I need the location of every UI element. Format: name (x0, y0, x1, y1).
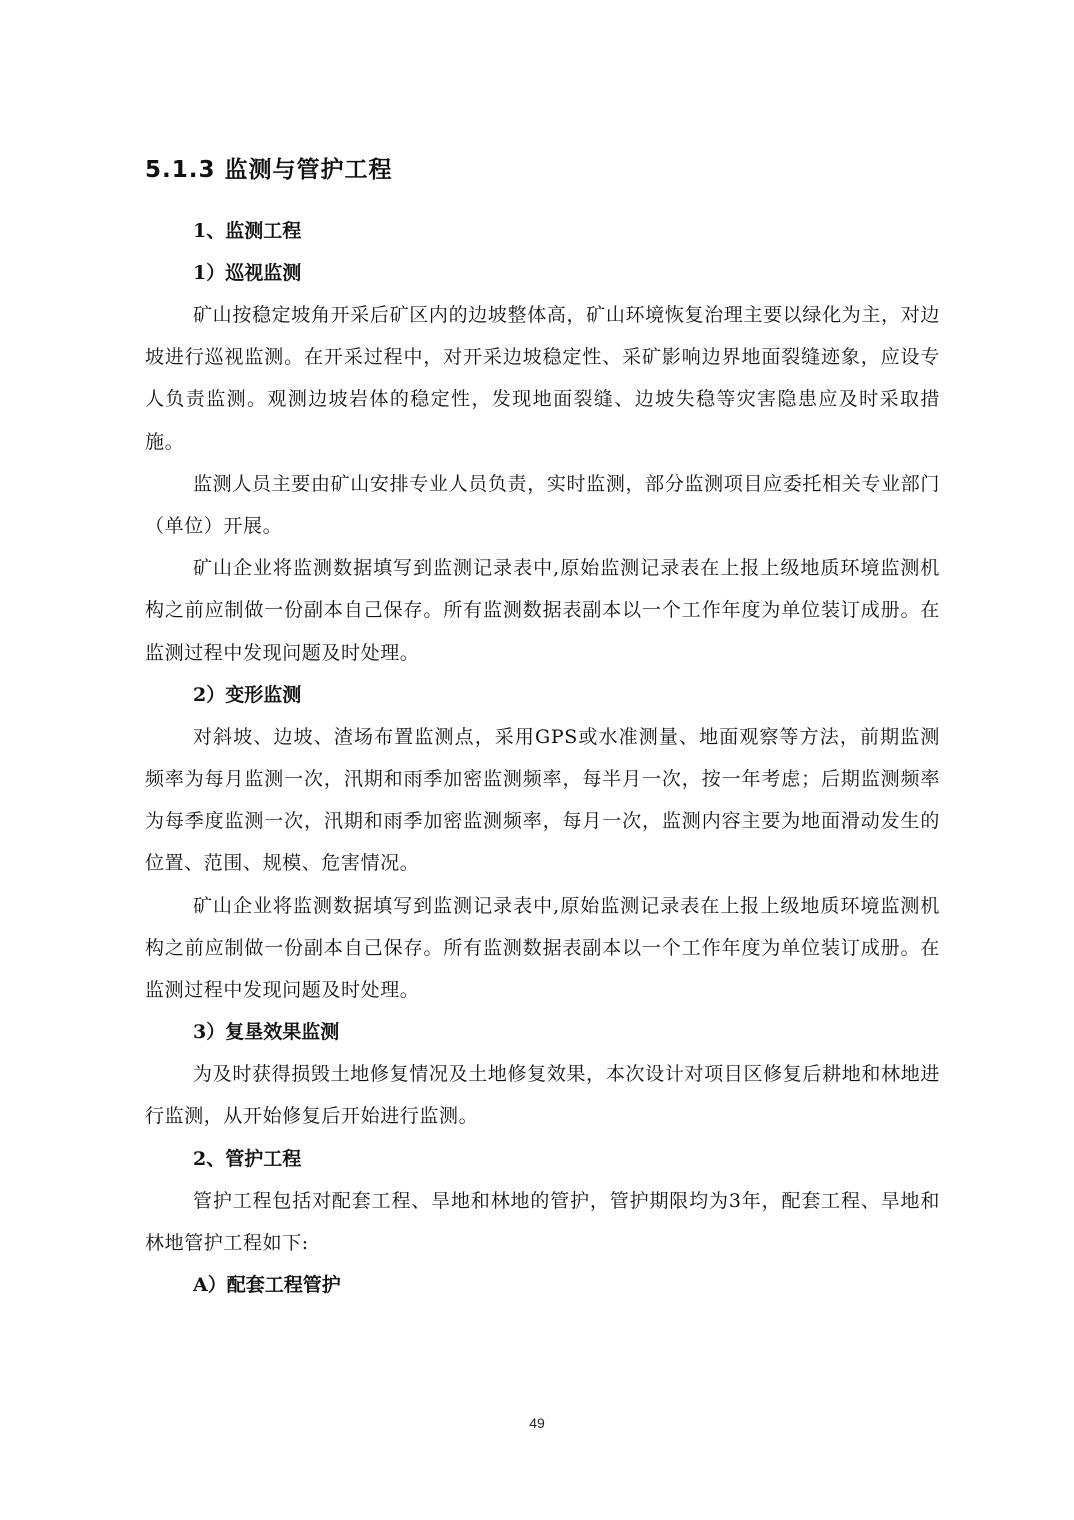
heading-deformation-monitoring: 2）变形监测 (193, 683, 302, 706)
paragraph-deformation-1: 对斜坡、边坡、渣场布置监测点，采用GPS或水准测量、地面观察等方法，前期监测频率为每月监测一次，汛期和雨季加密监测频率，每半月一次，按一年考虑；后期监测频率为每季度监测一次，汛期和雨季加密监测频率，每月一次，监测内容主要为地面滑动发生的位置、范围、规模、危害情况。 (145, 725, 940, 875)
heading-support-engineering: A）配套工程管护 (193, 1274, 341, 1297)
paragraph-reclamation-1: 为及时获得损毁土地修复情况及土地修复效果，本次设计对项目区修复后耕地和林地进行监测，从开始修复后开始进行监测。 (145, 1063, 940, 1128)
paragraph-management-1: 管护工程包括对配套工程、旱地和林地的管护，管护期限均为3年，配套工程、旱地和林地管护工程如下: (145, 1189, 940, 1254)
paragraph-patrol-2: 监测人员主要由矿山安排专业人员负责，实时监测，部分监测项目应委托相关专业部门（单位）开展。 (145, 472, 940, 538)
paragraph-patrol-1: 矿山按稳定坡角开采后矿区内的边坡整体高，矿山环境恢复治理主要以绿化为主，对边坡进行巡视监测。在开采过程中，对开采边坡稳定性、采矿影响边界地面裂缝迹象，应设专人负责监测。观测边坡岩体的稳定性，发现地面裂缝、边坡失稳等灾害隐患应及时采取措施。 (145, 304, 940, 453)
section-title: 5.1.3 监测与管护工程 (145, 157, 393, 183)
heading-monitoring-engineering: 1、监测工程 (193, 220, 302, 242)
page-content (145, 150, 940, 1306)
paragraph-deformation-2: 矿山企业将监测数据填写到监测记录表中,原始监测记录表在上报上级地质环境监测机构之前应制做一份副本自己保存。所有监测数据表副本以一个工作年度为单位装订成册。在监测过程中发现问题及时处理。 (145, 894, 940, 1002)
heading-management-engineering: 2、管护工程 (193, 1147, 302, 1170)
heading-reclamation-monitoring: 3）复垦效果监测 (193, 1021, 340, 1044)
paragraph-patrol-3: 矿山企业将监测数据填写到监测记录表中,原始监测记录表在上报上级地质环境监测机构之前应制做一份副本自己保存。所有监测数据表副本以一个工作年度为单位装订成册。在监测过程中发现问题及时处理。 (145, 557, 940, 664)
page-number: 49 (529, 1415, 545, 1431)
heading-patrol-monitoring: 1）巡视监测 (193, 262, 302, 284)
